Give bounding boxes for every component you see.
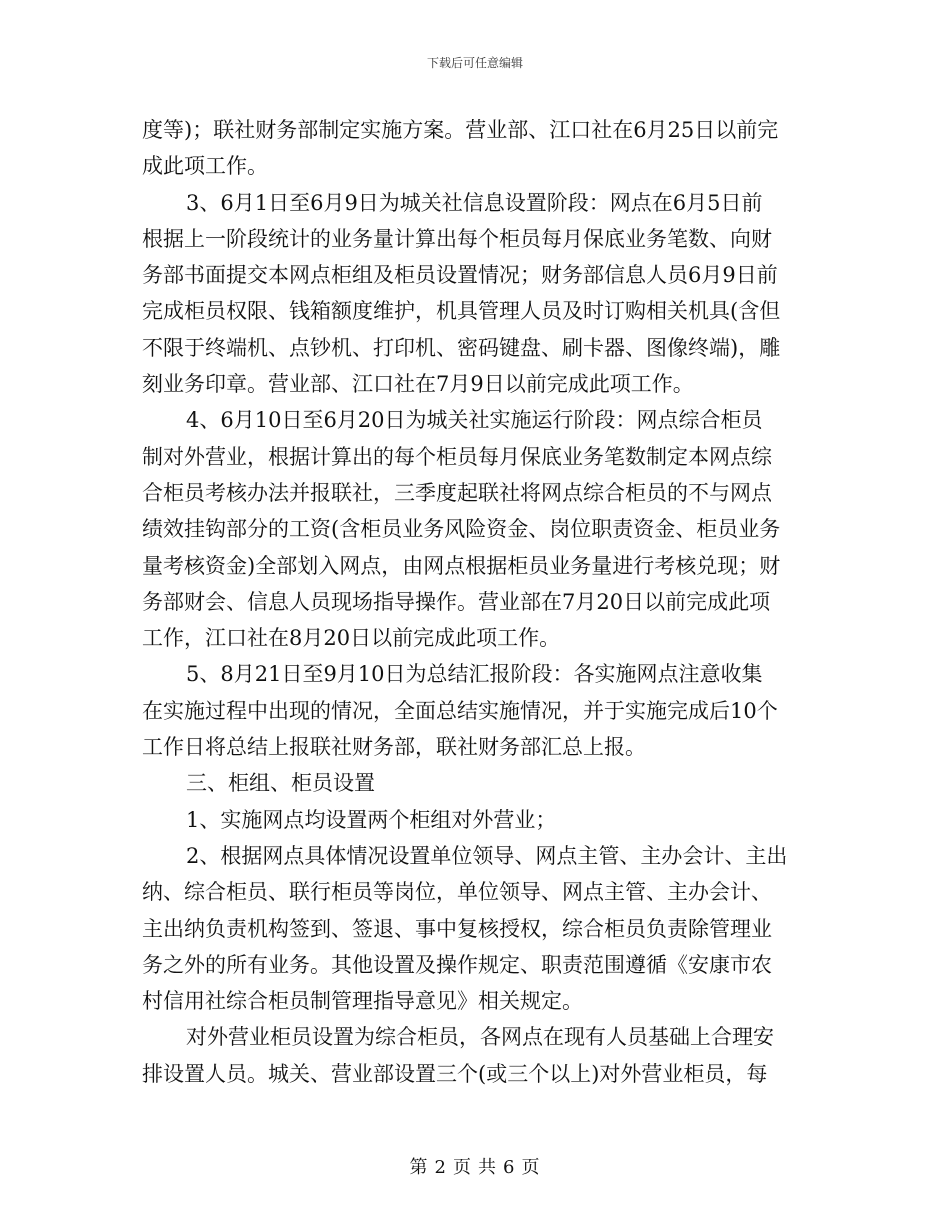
footer-page-number: 2: [434, 1157, 447, 1178]
page-header: 下载后可任意编辑: [426, 56, 523, 70]
text-line: 主出纳负责机构签到、签退、事中复核授权，综合柜员负责除管理业: [142, 916, 772, 941]
text-line: 不限于终端机、点钞机、打印机、密码键盘、刷卡器、图像终端)，雕: [142, 335, 781, 360]
text-line: 务之外的所有业务。其他设置及操作规定、职责范围遵循《安康市农: [142, 952, 772, 977]
document-body: [142, 112, 812, 1092]
text-line: 工作，江口社在8月20日以前完成此项工作。: [142, 626, 561, 651]
footer-suffix: 页: [521, 1157, 541, 1178]
text-line: 纳、综合柜员、联行柜员等岗位，单位领导、网点主管、主办会计、: [142, 880, 772, 905]
text-line: 务部财会、信息人员现场指导操作。营业部在7月20日以前完成此项: [142, 589, 771, 614]
text-line: 制对外营业，根据计算出的每个柜员每月保底业务笔数制定本网点综: [142, 444, 772, 469]
text-line: 务部书面提交本网点柜组及柜员设置情况；财务部信息人员6月9日前: [142, 263, 778, 288]
text-line: 4、6月10日至6月20日为城关社实施运行阶段：网点综合柜员: [186, 408, 763, 433]
text-line: 对外营业柜员设置为综合柜员，各网点在现有人员基础上合理安: [186, 1025, 774, 1050]
text-line: 工作日将总结上报联社财务部，联社财务部汇总上报。: [142, 735, 646, 760]
text-line: 合柜员考核办法并报联社，三季度起联社将网点综合柜员的不与网点: [142, 480, 772, 505]
text-line: 村信用社综合柜员制管理指导意见》相关规定。: [142, 989, 583, 1014]
section-heading: 三、柜组、柜员设置: [186, 771, 375, 796]
text-line: 完成柜员权限、钱箱额度维护，机具管理人员及时订购相关机具(含但: [142, 299, 781, 324]
text-line: 绩效挂钩部分的工资(含柜员业务风险资金、岗位职责资金、柜员业务: [142, 517, 781, 542]
text-line: 在实施过程中出现的情况，全面总结实施情况，并于实施完成后10个: [142, 698, 778, 723]
page-footer: [0, 1153, 950, 1179]
text-line: 2、根据网点具体情况设置单位领导、网点主管、主办会计、主出: [186, 843, 788, 868]
text-line: 排设置人员。城关、营业部设置三个(或三个以上)对外营业柜员，每: [142, 1061, 768, 1086]
text-line: 1、实施网点均设置两个柜组对外营业；: [186, 807, 557, 832]
footer-mid: 页: [453, 1157, 472, 1178]
text-line: 度等)；联社财务部制定实施方案。营业部、江口社在6月25日以前完: [142, 118, 779, 142]
footer-total-prefix: 共: [478, 1157, 497, 1178]
footer-total-pages: 6: [503, 1157, 516, 1178]
text-line: 5、8月21日至9月10日为总结汇报阶段：各实施网点注意收集: [186, 662, 763, 687]
text-line: 刻业务印章。营业部、江口社在7月9日以前完成此项工作。: [142, 372, 694, 397]
text-line: 根据上一阶段统计的业务量计算出每个柜员每月保底业务笔数、向财: [142, 226, 772, 251]
text-line: 成此项工作。: [142, 154, 268, 179]
text-line: 量考核资金)全部划入网点，由网点根据柜员业务量进行考核兑现；财: [142, 553, 781, 578]
footer-prefix: 第: [409, 1157, 429, 1178]
text-line: 3、6月1日至6月9日为城关社信息设置阶段：网点在6月5日前: [186, 190, 763, 215]
